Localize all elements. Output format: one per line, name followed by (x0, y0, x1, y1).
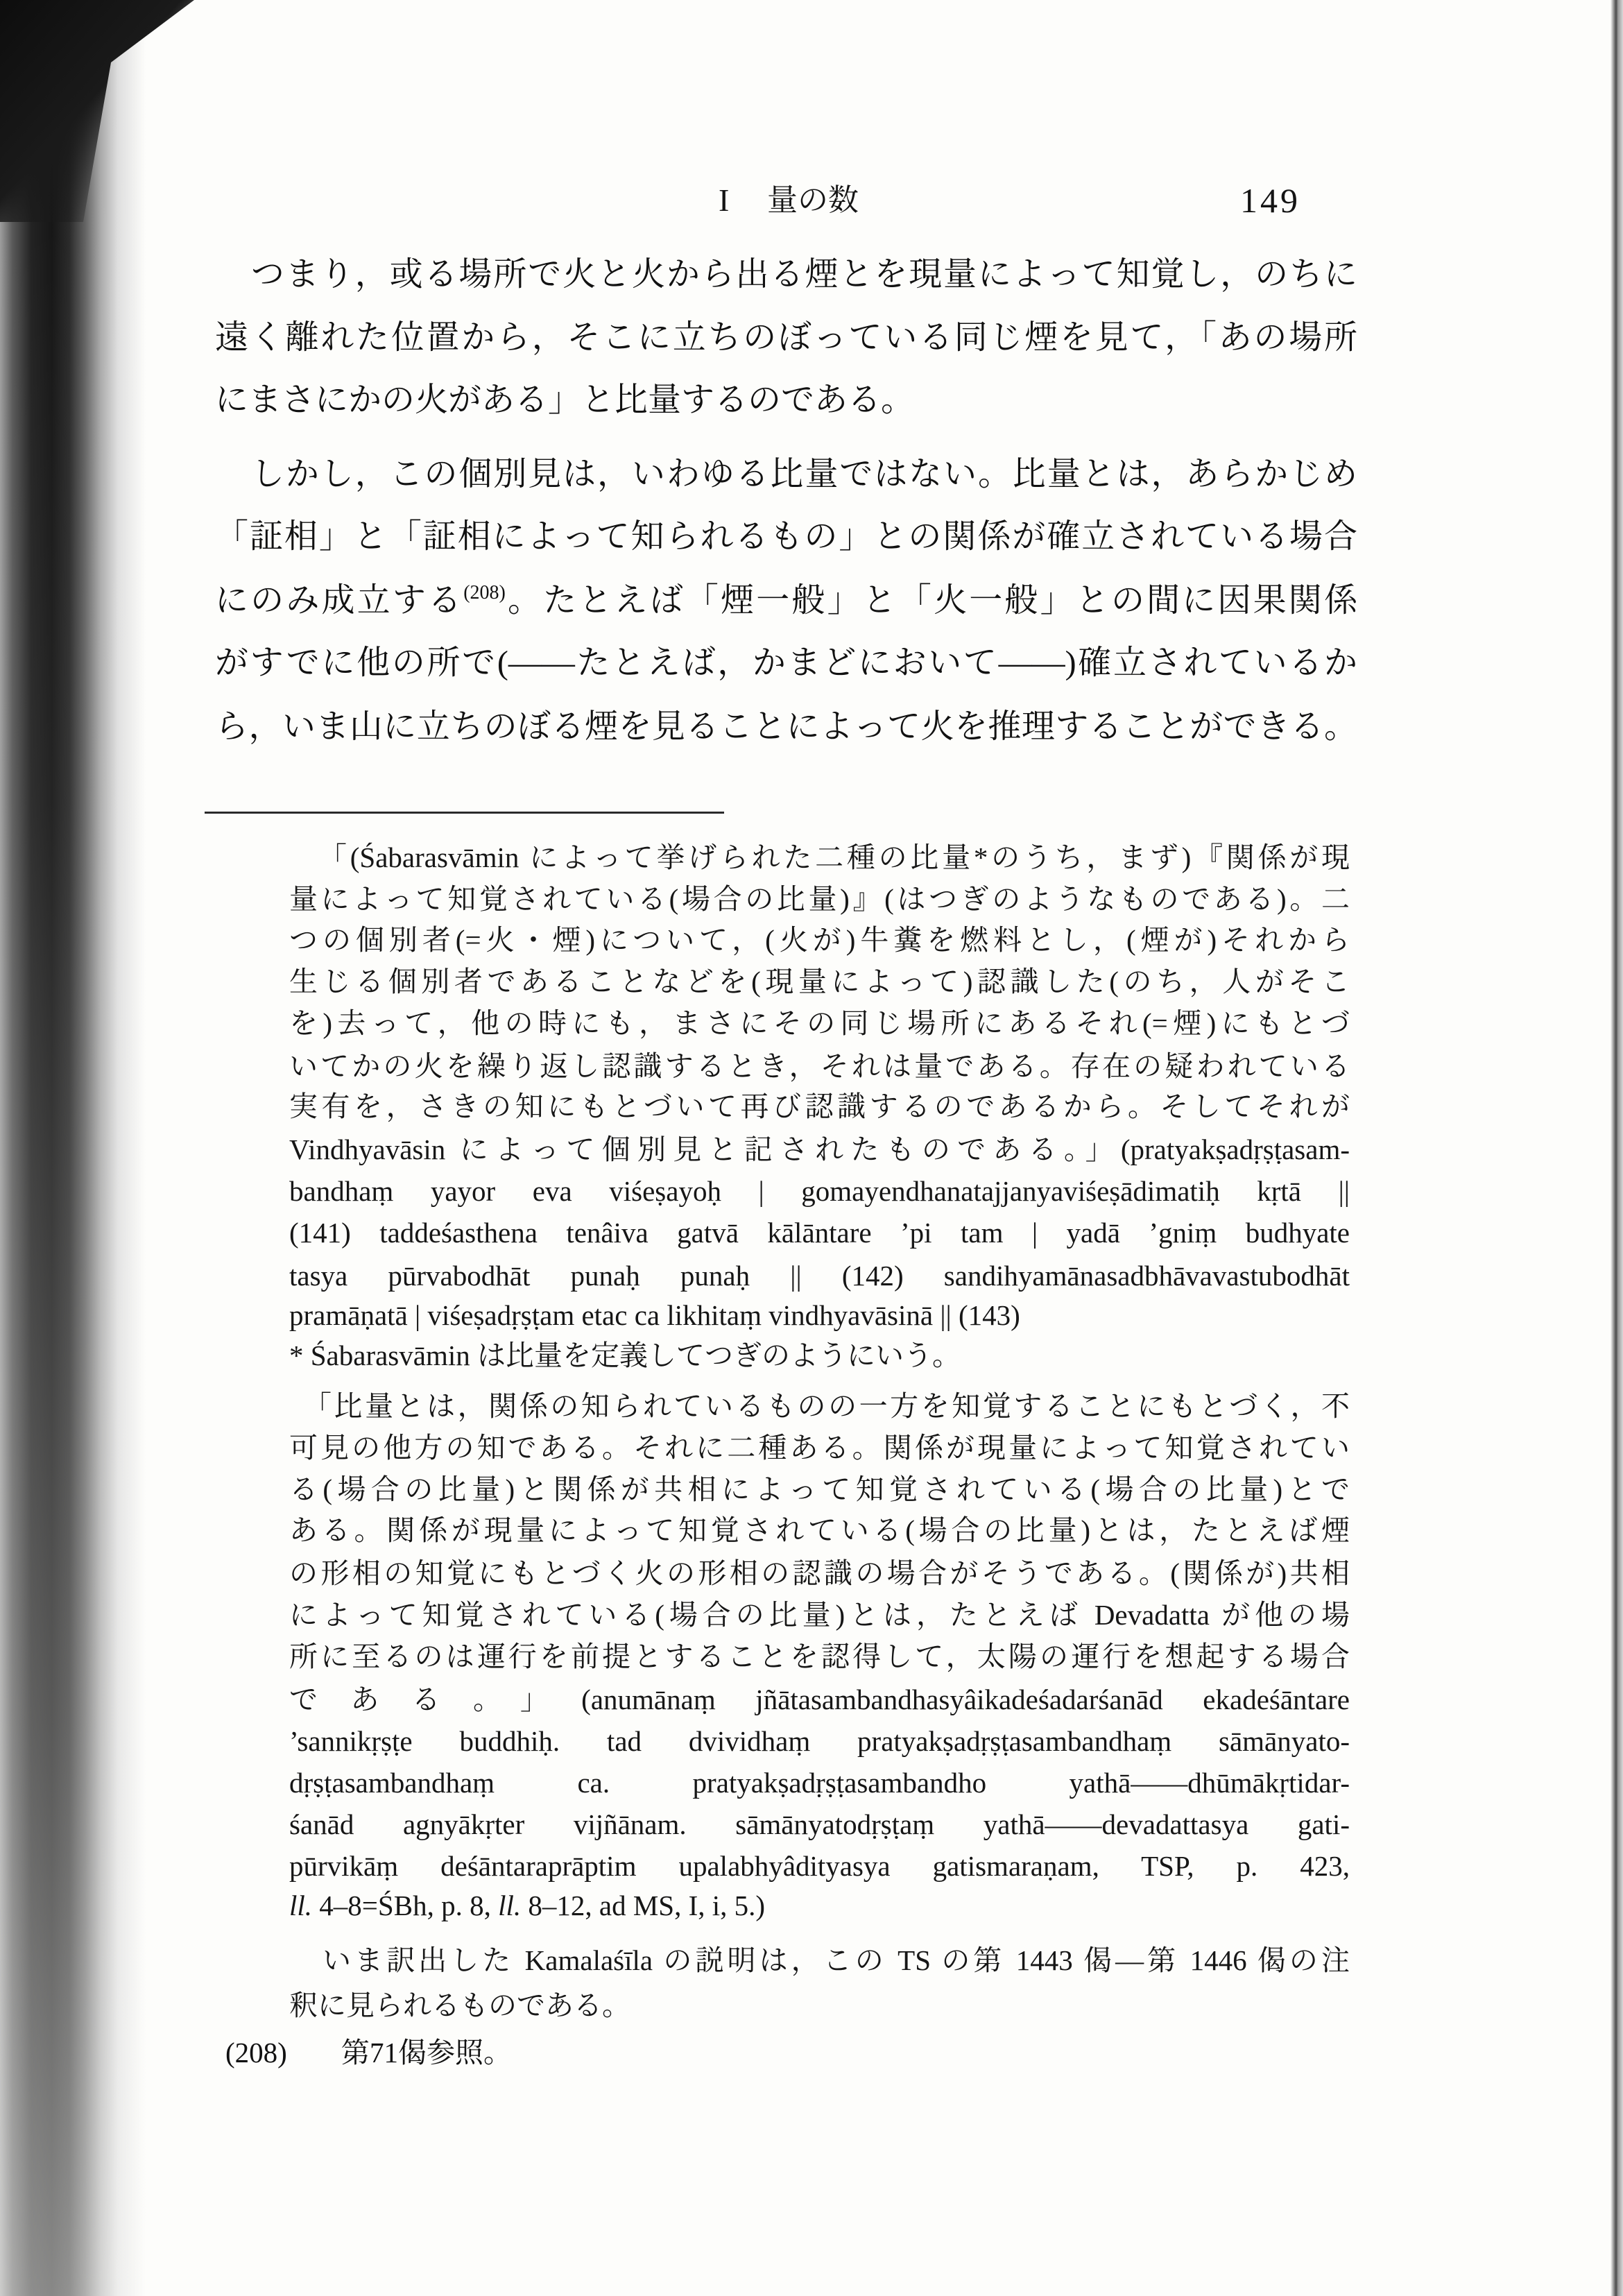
body-line-text: 。たとえば「煙一般」と「火一般」との間に因果関係 (505, 582, 1357, 619)
footnote-line (289, 1885, 1350, 1926)
body-line: がすでに他の所で(——たとえば，かまどにおいて——)確立されているか (215, 644, 1357, 681)
footnote-line: 所に至るのは運行を前提とすることを認得して，太陽の運行を想起する場合 (289, 1640, 1350, 1672)
footnote-line: pūrvikāṃ deśāntaraprāptim upalabhyâdityasya gatismaraṇam, TSP, p. 423, (289, 1850, 1350, 1882)
footnote-line: śanād agnyākṛter vijñānam. sāmānyatodṛṣṭaṃ yathā——devadattasya gati- (289, 1808, 1350, 1840)
footnote-line: つの個別者(=火・煙)について，(火が)牛糞を燃料とし，(煙が)それから (289, 924, 1350, 956)
binding-shadow-fade (0, 0, 146, 2296)
footnote-line: を)去って，他の時にも，まさにその同じ場所にあるそれ(=煙)にもとづ (289, 1007, 1350, 1039)
footnote-line: いま訳出した Kamalaśīla の説明は，この TS の第 1443 偈—第 1446 偈の注 (323, 1944, 1350, 1976)
citation-lines-abbrev: ll. (498, 1890, 522, 1921)
right-page-edge (1611, 0, 1623, 2296)
footnote-line: 可見の他方の知である。それに二種ある。関係が現量によって知覚されてい (289, 1432, 1350, 1464)
footnote-line: bandhaṃ yayor eva viśeṣayoḥ | gomayendhanatajjanyaviśeṣādimatiḥ kṛtā || (289, 1175, 1350, 1207)
footnote-line: である。」(anumānaṃ jñātasambandhasyâikadeśadarśanād ekadeśāntare (289, 1684, 1350, 1715)
body-line: にまさにかの火がある」と比量するのである。 (215, 382, 915, 418)
footnote-line: 量によって知覚されている(場合の比量)』(はつぎのようなものである)。二 (289, 883, 1350, 915)
footnote-line: 「比量とは，関係の知られているものの一方を知覚することにもとづく，不 (303, 1390, 1350, 1422)
footnote-line: 実有を，さきの知にもとづいて再び認識するのであるから。そしてそれが (289, 1090, 1350, 1122)
body-line: つまり，或る場所で火と火から出る煙とを現量によって知覚し，のちに (251, 256, 1357, 293)
body-line: 「証相」と「証相によって知られるもの」との関係が確立されている場合 (215, 518, 1357, 555)
footnote-line: Vindhyavāsin によって個別見と記されたものである。」(pratyakṣadṛṣṭasam- (289, 1133, 1350, 1165)
footnote-line: * Śabarasvāmin は比量を定義してつぎのようにいう。 (289, 1339, 961, 1371)
citation-lines-abbrev: ll. (289, 1890, 313, 1921)
footnote-line: の形相の知覚にもとづく火の形相の認識の場合がそうである。(関係が)共相 (289, 1557, 1350, 1589)
page-number: 149 (1240, 181, 1300, 220)
body-line: ら，いま山に立ちのぼる煙を見ることによって火を推理することができる。 (215, 708, 1357, 745)
footnote-line: 「(Śabarasvāmin によって挙げられた二種の比量*のうち，まず)『関係が現 (318, 841, 1350, 873)
footnote-separator (205, 812, 724, 814)
footnote-line: pramāṇatā | viśeṣadṛṣṭam etac ca likhitaṃ vindhyavāsinā || (143) (289, 1299, 1020, 1331)
footnote-line: によって知覚されている(場合の比量)とは，たとえば Devadatta が他の場 (289, 1599, 1350, 1631)
running-head-title: 量の数 (767, 183, 859, 217)
citation-text: 8–12, ad MS, I, i, 5.) (521, 1890, 766, 1921)
running-head-section-number: I (719, 182, 730, 218)
footnote-line: (141) taddeśasthena tenâiva gatvā kālāntare ’pi tam | yadā ’gniṃ budhyate (289, 1217, 1350, 1249)
footnote-line: 釈に見られるものである。 (289, 1989, 630, 2021)
body-line: しかし，この個別見は，いわゆる比量ではない。比量とは，あらかじめ (251, 456, 1357, 492)
footnote-line: dṛṣṭasambandhaṃ ca. pratyakṣadṛṣṭasambandho yathā——dhūmākṛtidar- (289, 1767, 1350, 1799)
body-line (215, 576, 1357, 625)
body-line: 遠く離れた位置から，そこに立ちのぼっている同じ煙を見て，「あの場所 (215, 319, 1357, 356)
footnote-line: る(場合の比量)と関係が共相によって知覚されている(場合の比量)とで (289, 1473, 1350, 1505)
citation-text: 4–8=ŚBh, p. 8, (312, 1890, 499, 1921)
footnote-208 (225, 2032, 512, 2073)
footnote-line: 生じる個別者であることなどを(現量によって)認識した(のち，人がそこ (289, 966, 1350, 997)
footnote-number: (208) (225, 2037, 287, 2068)
footnote-line: ’sannikṛṣṭe buddhiḥ. tad dvividhaṃ pratyakṣadṛṣṭasambandhaṃ sāmānyato- (289, 1725, 1350, 1757)
footnote-reference: (208) (463, 582, 506, 603)
footnote-line: いてかの火を繰り返し認識するとき，それは量である。存在の疑われている (289, 1050, 1350, 1082)
footnote-line: tasya pūrvabodhāt punaḥ punaḥ || (142) sandihyamānasadbhāvavastubodhāt (289, 1260, 1350, 1292)
footnote-text: 第71偈参照。 (341, 2037, 512, 2068)
body-line-text: にのみ成立する (215, 582, 464, 619)
footnote-line: ある。関係が現量によって知覚されている(場合の比量)とは，たとえば煙 (289, 1514, 1350, 1546)
